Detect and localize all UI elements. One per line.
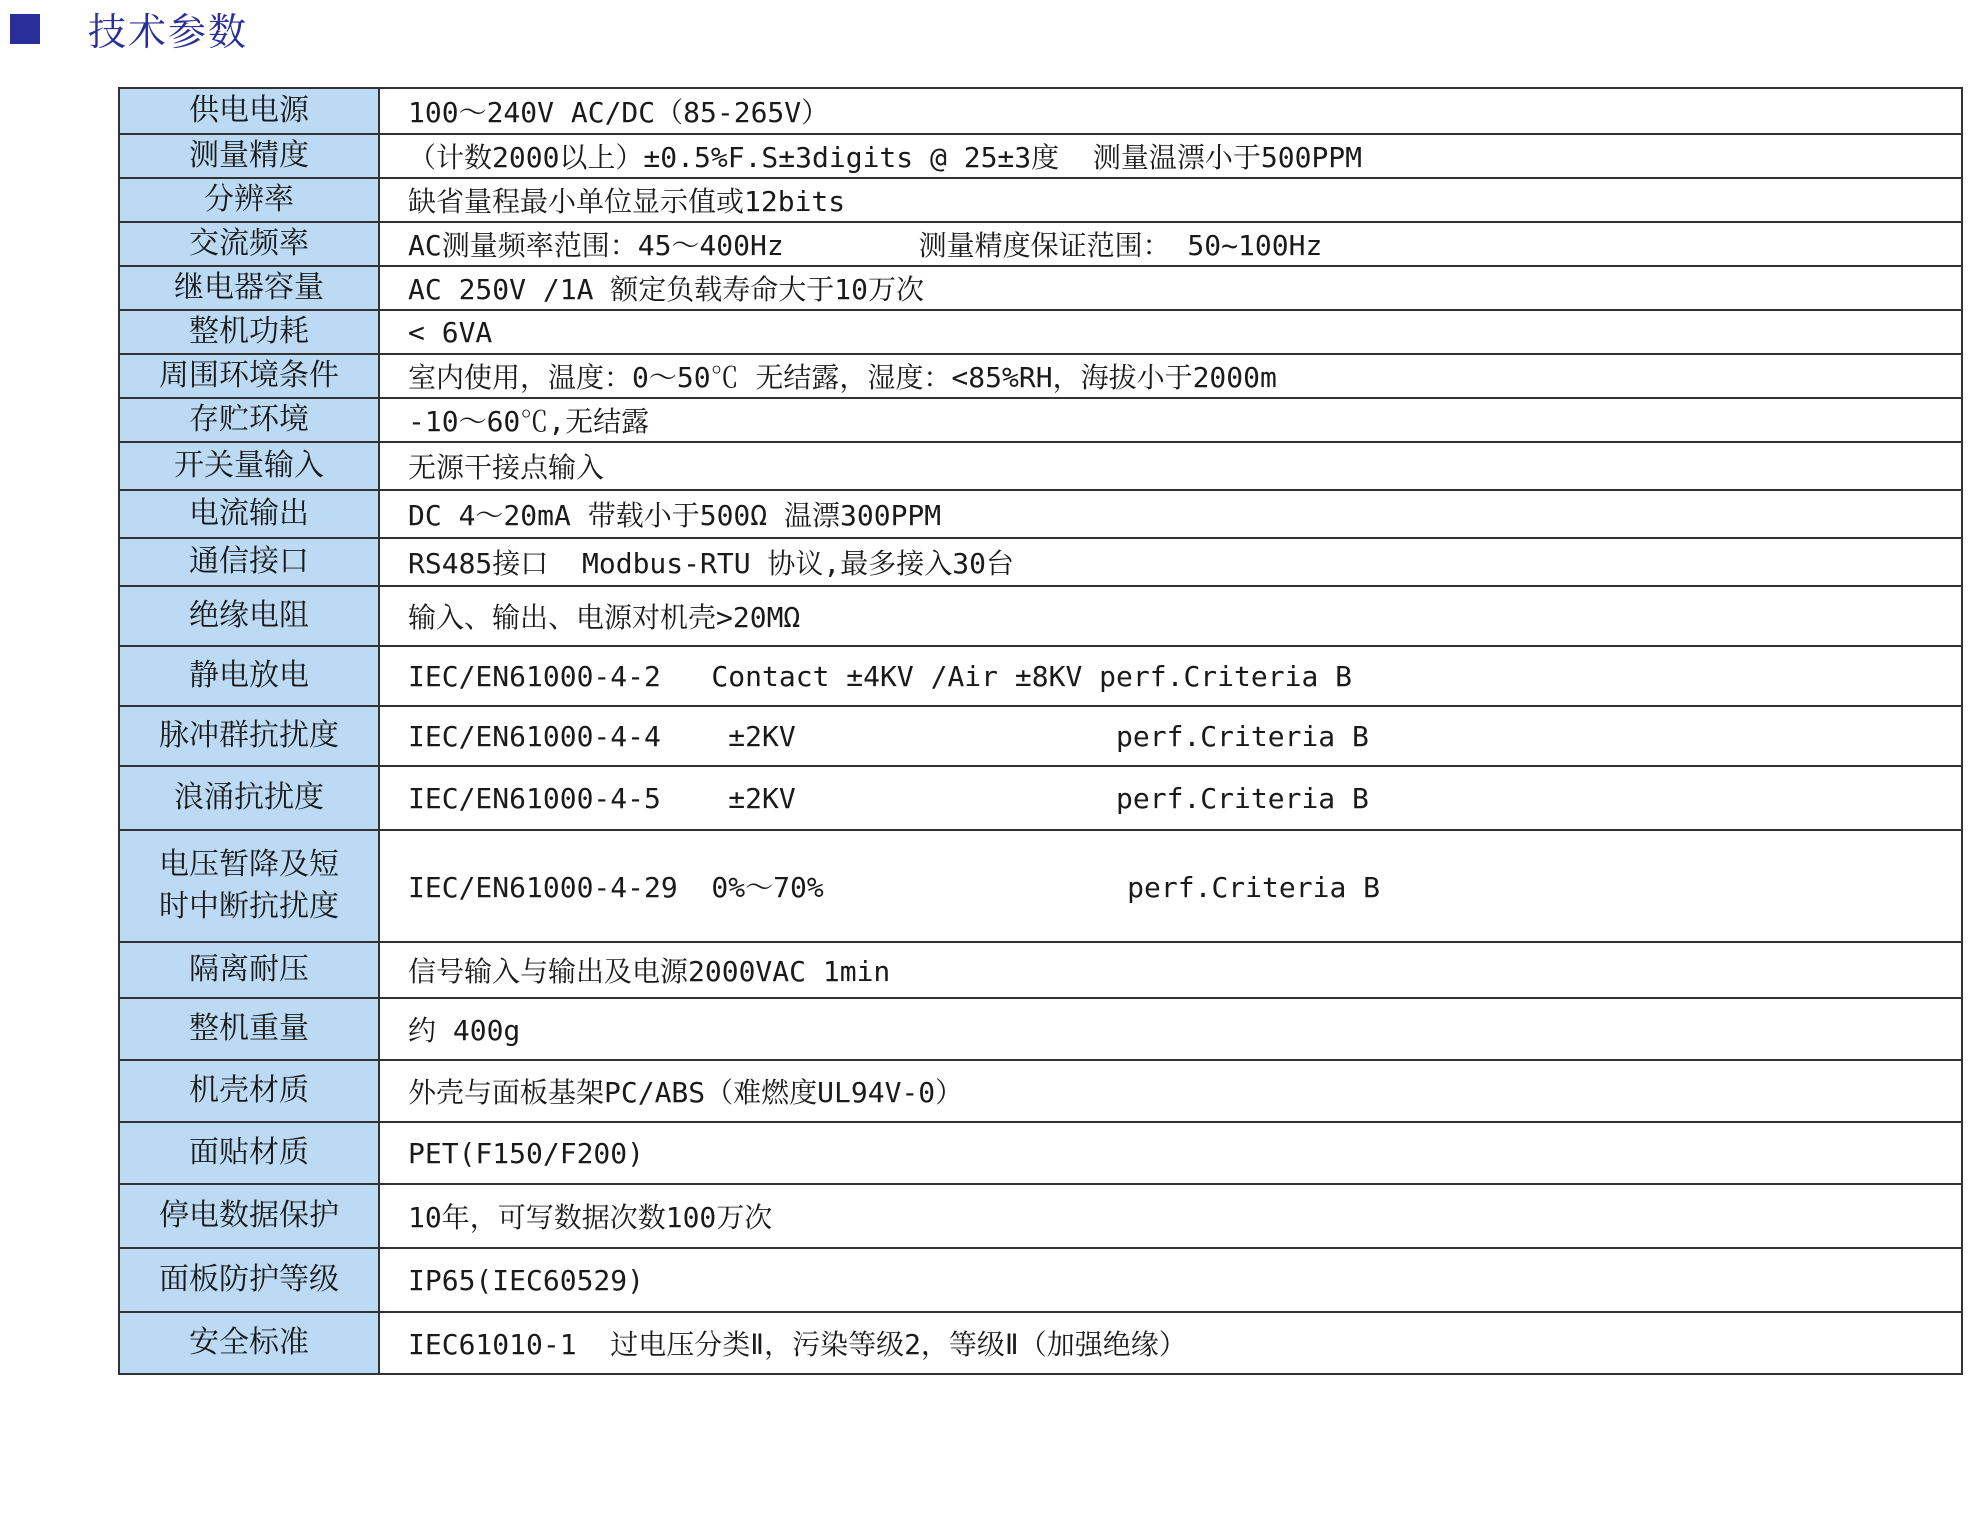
table-row <box>119 1248 1962 1312</box>
table-row <box>119 998 1962 1060</box>
table-row <box>119 222 1962 266</box>
row-value: -10～60℃,无结露 <box>379 398 1962 442</box>
row-value: IEC61010-1 过电压分类Ⅱ，污染等级2，等级Ⅱ（加强绝缘） <box>379 1312 1962 1374</box>
row-label: 存贮环境 <box>119 398 379 442</box>
table-row <box>119 586 1962 646</box>
table-row <box>119 266 1962 310</box>
row-value: PET(F150/F200) <box>379 1122 1962 1184</box>
table-row <box>119 1184 1962 1248</box>
row-value: AC测量频率范围：45～400Hz 测量精度保证范围： 50~100Hz <box>379 222 1962 266</box>
row-label: 安全标准 <box>119 1312 379 1374</box>
table-row <box>119 1060 1962 1122</box>
table-row <box>119 538 1962 586</box>
row-label-line1: 电压暂降及短 <box>159 847 339 882</box>
row-label: 供电电源 <box>119 88 379 134</box>
table-row <box>119 830 1962 942</box>
table-row <box>119 354 1962 398</box>
row-value: < 6VA <box>379 310 1962 354</box>
row-label: 继电器容量 <box>119 266 379 310</box>
spec-table <box>118 87 1963 1375</box>
row-value: 10年，可写数据次数100万次 <box>379 1184 1962 1248</box>
table-row <box>119 134 1962 178</box>
row-value: 缺省量程最小单位显示值或12bits <box>379 178 1962 222</box>
row-value: 外壳与面板基架PC/ABS（难燃度UL94V-0） <box>379 1060 1962 1122</box>
row-label: 通信接口 <box>119 538 379 586</box>
row-value: IEC/EN61000-4-5 ±2KV perf.Criteria B <box>379 766 1962 830</box>
row-label-line2: 时中断抗扰度 <box>159 889 339 924</box>
table-row <box>119 1312 1962 1374</box>
row-label: 浪涌抗扰度 <box>119 766 379 830</box>
row-value: RS485接口 Modbus-RTU 协议,最多接入30台 <box>379 538 1962 586</box>
table-row <box>119 398 1962 442</box>
row-value: 无源干接点输入 <box>379 442 1962 490</box>
row-label <box>119 830 379 942</box>
row-label: 面板防护等级 <box>119 1248 379 1312</box>
row-label: 静电放电 <box>119 646 379 706</box>
row-value: （计数2000以上）±0.5%F.S±3digits @ 25±3度 测量温漂小于500PPM <box>379 134 1962 178</box>
row-value: 输入、输出、电源对机壳>20MΩ <box>379 586 1962 646</box>
row-value: AC 250V /1A 额定负载寿命大于10万次 <box>379 266 1962 310</box>
table-row <box>119 442 1962 490</box>
row-label: 整机功耗 <box>119 310 379 354</box>
table-row <box>119 1122 1962 1184</box>
row-value: IEC/EN61000-4-2 Contact ±4KV /Air ±8KV perf.Criteria B <box>379 646 1962 706</box>
row-label: 电流输出 <box>119 490 379 538</box>
row-value: 信号输入与输出及电源2000VAC 1min <box>379 942 1962 998</box>
row-label: 整机重量 <box>119 998 379 1060</box>
row-label: 周围环境条件 <box>119 354 379 398</box>
table-row <box>119 942 1962 998</box>
row-label: 交流频率 <box>119 222 379 266</box>
table-row <box>119 646 1962 706</box>
section-title: 技术参数 <box>88 9 249 54</box>
table-row <box>119 88 1962 134</box>
row-label: 停电数据保护 <box>119 1184 379 1248</box>
row-value: IEC/EN61000-4-4 ±2KV perf.Criteria B <box>379 706 1962 766</box>
table-row <box>119 178 1962 222</box>
row-value: IEC/EN61000-4-29 0%～70% perf.Criteria B <box>379 830 1962 942</box>
table-row <box>119 706 1962 766</box>
row-label: 开关量输入 <box>119 442 379 490</box>
section-header <box>10 0 248 56</box>
table-row <box>119 766 1962 830</box>
row-label: 脉冲群抗扰度 <box>119 706 379 766</box>
row-label: 隔离耐压 <box>119 942 379 998</box>
row-label: 分辨率 <box>119 178 379 222</box>
row-label: 测量精度 <box>119 134 379 178</box>
square-bullet-icon <box>10 14 40 44</box>
row-value: 100～240V AC/DC（85-265V） <box>379 88 1962 134</box>
row-label: 机壳材质 <box>119 1060 379 1122</box>
row-value: 室内使用，温度：0～50℃ 无结露，湿度：<85%RH，海拔小于2000m <box>379 354 1962 398</box>
row-value: 约 400g <box>379 998 1962 1060</box>
row-value: IP65(IEC60529) <box>379 1248 1962 1312</box>
row-label: 绝缘电阻 <box>119 586 379 646</box>
row-label: 面贴材质 <box>119 1122 379 1184</box>
table-row <box>119 310 1962 354</box>
table-row <box>119 490 1962 538</box>
row-value: DC 4～20mA 带载小于500Ω 温漂300PPM <box>379 490 1962 538</box>
